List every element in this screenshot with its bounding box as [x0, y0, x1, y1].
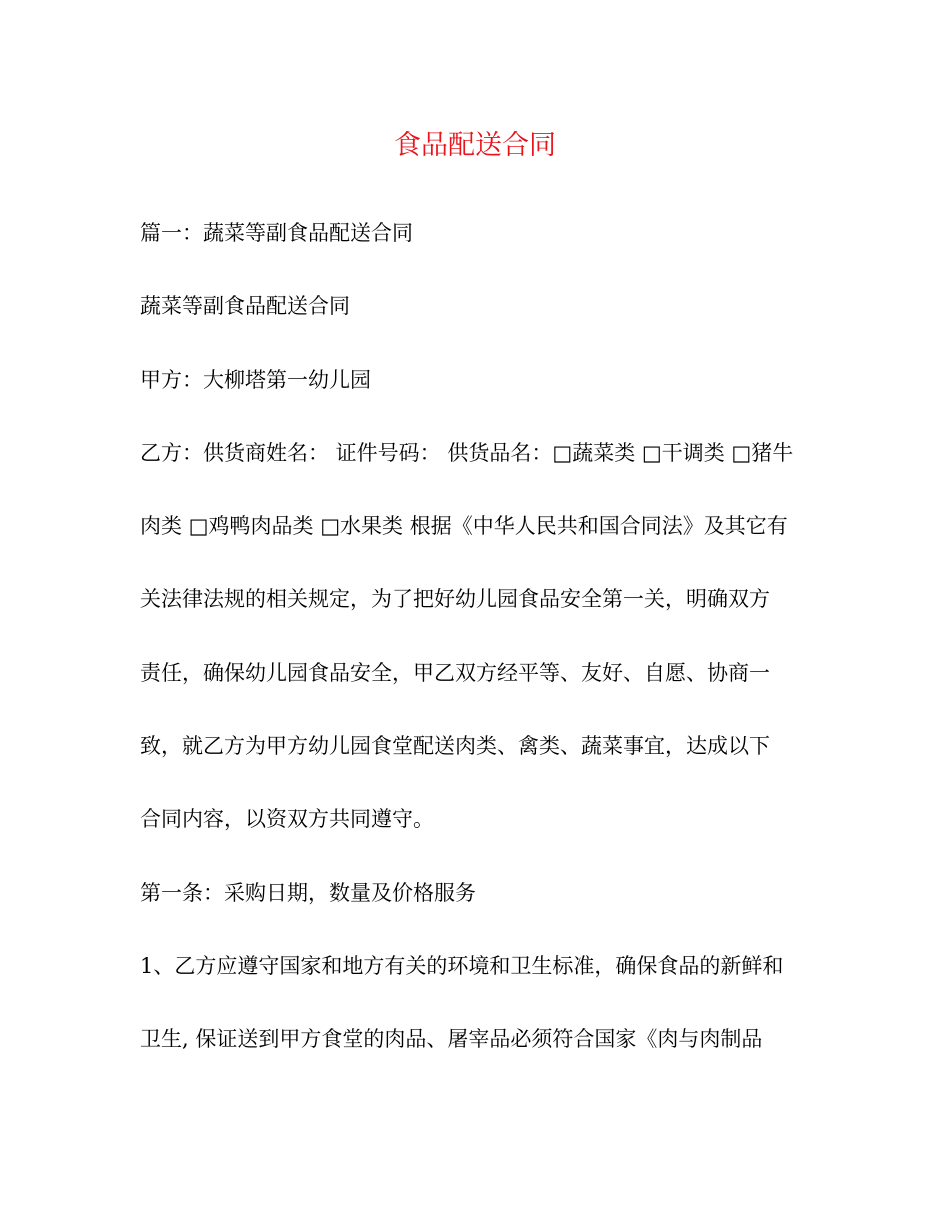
paragraph-line: 关法律法规的相关规定，为了把好幼儿园食品安全第一关，明确双方 [140, 587, 770, 612]
section-heading-part-one: 篇一：蔬菜等副食品配送合同 [140, 221, 413, 245]
document-body [140, 214, 820, 1094]
paragraph-line: 责任，确保幼儿园食品安全，甲乙双方经平等、友好、自愿、协商一 [140, 660, 770, 685]
clause-1-line-2: 卫生, 保证送到甲方食堂的肉品、屠宰品必须符合国家《肉与肉制品 [140, 1027, 763, 1052]
clause-1-line-1: 1、乙方应遵守国家和地方有关的环境和卫生标准，确保食品的新鲜和 [140, 953, 784, 978]
contract-subtitle: 蔬菜等副食品配送合同 [140, 294, 350, 319]
party-b-line-1: 乙方：供货商姓名： 证件号码： 供货品名：□蔬菜类 □干调类 □猪牛 [140, 440, 794, 465]
paragraph-line: 肉类 □鸡鸭肉品类 □水果类 根据《中华人民共和国合同法》及其它有 [140, 514, 788, 539]
paragraph-line: 致，就乙方为甲方幼儿园食堂配送肉类、禽类、蔬菜事宜，达成以下 [140, 734, 770, 759]
paragraph-line: 合同内容，以资双方共同遵守。 [140, 807, 434, 832]
party-a: 甲方：大柳塔第一幼儿园 [140, 367, 371, 392]
article-one-heading: 第一条：采购日期，数量及价格服务 [140, 880, 476, 905]
document-title: 食品配送合同 [394, 130, 556, 161]
